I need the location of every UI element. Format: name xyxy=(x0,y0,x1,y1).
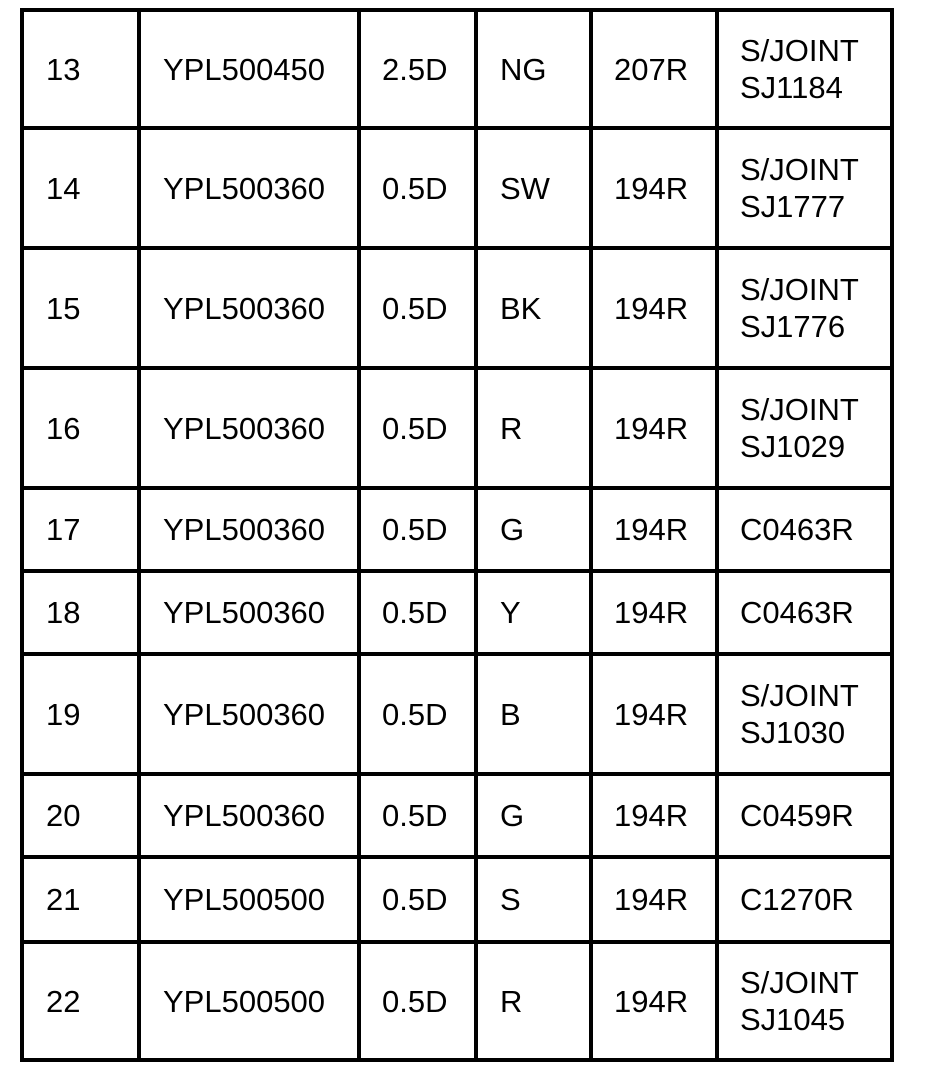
connection-line: S/JOINT xyxy=(740,33,859,68)
row-number-cell: 17 xyxy=(22,488,139,571)
connection-cell xyxy=(717,857,892,942)
row-number-cell: 18 xyxy=(22,571,139,654)
wire-color-cell: G xyxy=(476,488,591,571)
wire-size-cell: 0.5D xyxy=(359,857,476,942)
connection-line: C0463R xyxy=(740,512,854,547)
wire-length-cell: 194R xyxy=(591,774,717,857)
table-row xyxy=(22,654,892,774)
part-number-cell: YPL500360 xyxy=(139,571,359,654)
wire-length-cell: 194R xyxy=(591,128,717,248)
wire-size-cell: 0.5D xyxy=(359,654,476,774)
part-number-cell: YPL500360 xyxy=(139,774,359,857)
wire-size-cell: 0.5D xyxy=(359,488,476,571)
wire-size-cell: 0.5D xyxy=(359,368,476,488)
wire-color-cell: B xyxy=(476,654,591,774)
table-row xyxy=(22,368,892,488)
table-row xyxy=(22,857,892,942)
row-number-cell: 15 xyxy=(22,248,139,368)
connection-line: C0459R xyxy=(740,798,854,833)
connection-cell xyxy=(717,368,892,488)
connection-cell xyxy=(717,248,892,368)
connection-cell xyxy=(717,10,892,128)
row-number-cell: 19 xyxy=(22,654,139,774)
connection-line: SJ1045 xyxy=(740,1002,846,1037)
part-number-cell: YPL500450 xyxy=(139,10,359,128)
wire-color-cell: BK xyxy=(476,248,591,368)
wire-length-cell: 194R xyxy=(591,248,717,368)
connection-cell xyxy=(717,942,892,1060)
connection-line: SJ1030 xyxy=(740,715,846,750)
connection-line: S/JOINT xyxy=(740,272,859,307)
table-row xyxy=(22,571,892,654)
connection-cell xyxy=(717,488,892,571)
wire-color-cell: R xyxy=(476,368,591,488)
connection-line: SJ1029 xyxy=(740,429,846,464)
connection-line: SJ1184 xyxy=(740,70,843,105)
wire-size-cell: 0.5D xyxy=(359,571,476,654)
connection-line: SJ1776 xyxy=(740,309,846,344)
connection-cell xyxy=(717,774,892,857)
part-number-cell: YPL500500 xyxy=(139,942,359,1060)
part-number-cell: YPL500360 xyxy=(139,128,359,248)
part-number-cell: YPL500360 xyxy=(139,488,359,571)
connection-cell xyxy=(717,571,892,654)
connection-line: S/JOINT xyxy=(740,392,859,427)
table-row xyxy=(22,248,892,368)
wire-length-cell: 194R xyxy=(591,571,717,654)
wire-length-cell: 194R xyxy=(591,857,717,942)
connection-line: C0463R xyxy=(740,595,854,630)
connection-line: S/JOINT xyxy=(740,152,859,187)
wire-size-cell: 0.5D xyxy=(359,942,476,1060)
wire-table xyxy=(20,8,894,1062)
wire-color-cell: S xyxy=(476,857,591,942)
wire-size-cell: 0.5D xyxy=(359,248,476,368)
table-row xyxy=(22,774,892,857)
connection-line: SJ1777 xyxy=(740,189,846,224)
wire-length-cell: 194R xyxy=(591,488,717,571)
wire-size-cell: 2.5D xyxy=(359,10,476,128)
wire-length-cell: 207R xyxy=(591,10,717,128)
connection-line: C1270R xyxy=(740,882,854,917)
connection-line: S/JOINT xyxy=(740,678,859,713)
table-row xyxy=(22,128,892,248)
wire-length-cell: 194R xyxy=(591,654,717,774)
row-number-cell: 22 xyxy=(22,942,139,1060)
row-number-cell: 16 xyxy=(22,368,139,488)
wire-color-cell: Y xyxy=(476,571,591,654)
part-number-cell: YPL500360 xyxy=(139,654,359,774)
connection-cell xyxy=(717,654,892,774)
part-number-cell: YPL500360 xyxy=(139,368,359,488)
wire-size-cell: 0.5D xyxy=(359,128,476,248)
row-number-cell: 13 xyxy=(22,10,139,128)
table-row xyxy=(22,942,892,1060)
wire-size-cell: 0.5D xyxy=(359,774,476,857)
wire-color-cell: SW xyxy=(476,128,591,248)
table-row xyxy=(22,488,892,571)
wire-length-cell: 194R xyxy=(591,942,717,1060)
wire-color-cell: R xyxy=(476,942,591,1060)
row-number-cell: 20 xyxy=(22,774,139,857)
wire-color-cell: NG xyxy=(476,10,591,128)
row-number-cell: 21 xyxy=(22,857,139,942)
connection-line: S/JOINT xyxy=(740,965,859,1000)
connection-cell xyxy=(717,128,892,248)
wire-color-cell: G xyxy=(476,774,591,857)
row-number-cell: 14 xyxy=(22,128,139,248)
table-row xyxy=(22,10,892,128)
part-number-cell: YPL500360 xyxy=(139,248,359,368)
wire-length-cell: 194R xyxy=(591,368,717,488)
part-number-cell: YPL500500 xyxy=(139,857,359,942)
